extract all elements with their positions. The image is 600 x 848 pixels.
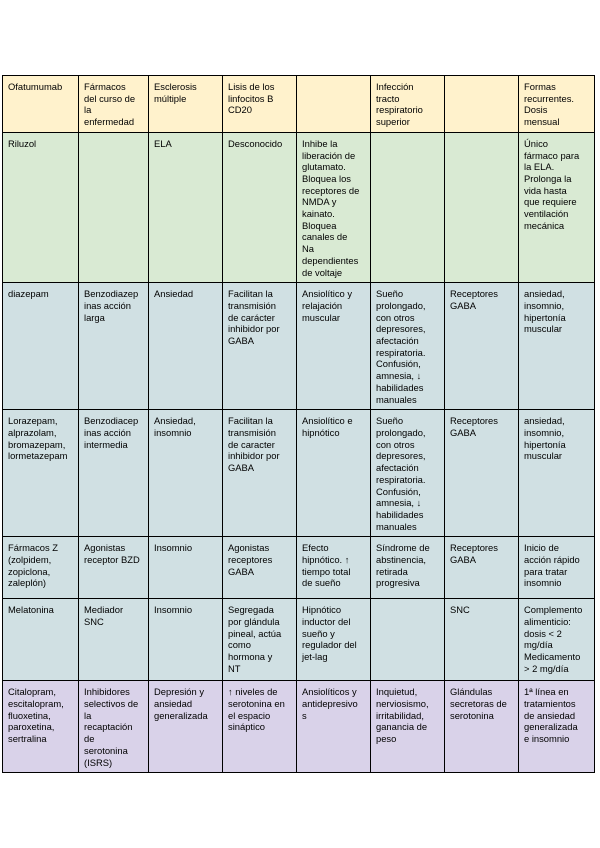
table-row-riluzol (3, 132, 595, 282)
table-cell: Inhibe la liberación de glutamato. Bloquea los receptores de NMDA y kainato. Bloquea canales de Na dependientes de voltaje (297, 132, 371, 282)
table-cell: ELA (149, 132, 223, 282)
table-cell: Insomnio (149, 599, 223, 681)
table-cell: Ansiolítico y relajación muscular (297, 283, 371, 410)
table-row-ofatumumab (3, 76, 595, 133)
table-cell: 1ª línea en tratamientos de ansiedad generalizada e insomnio (519, 681, 595, 773)
table-cell: Inhibidores selectivos de la recaptación de serotonina (ISRS) (79, 681, 149, 773)
table-cell: Insomnio (149, 537, 223, 599)
table-cell: Formas recurrentes. Dosis mensual (519, 76, 595, 133)
table-cell: diazepam (3, 283, 79, 410)
table-cell: Benzodiazep inas acción larga (79, 283, 149, 410)
table-row-melatonina (3, 599, 595, 681)
table-cell: Melatonina (3, 599, 79, 681)
table-cell (445, 76, 519, 133)
table-cell: Ansiolíticos y antidepresivo s (297, 681, 371, 773)
table-cell: Receptores GABA (445, 537, 519, 599)
table-cell: Segregada por glándula pineal, actúa como hormona y NT (223, 599, 297, 681)
table-cell (371, 132, 445, 282)
table-cell: ansiedad, insomnio, hipertonía muscular (519, 410, 595, 537)
table-row-lorazepam (3, 410, 595, 537)
table-row-isrs (3, 681, 595, 773)
table-cell: Sueño prolongado, con otros depresores, afectación respiratoria. Confusión, amnesia, ↓ habilidades manuales (371, 410, 445, 537)
table-cell: Glándulas secretoras de serotonina (445, 681, 519, 773)
table-cell: Sueño prolongado, con otros depresores, afectación respiratoria. Confusión, amnesia, ↓ habilidades manuales (371, 283, 445, 410)
table-cell: Benzodiacep inas acción intermedia (79, 410, 149, 537)
table-cell: Lisis de los linfocitos B CD20 (223, 76, 297, 133)
table-cell: Ansiolítico e hipnótico (297, 410, 371, 537)
table-cell: ↑ niveles de serotonina en el espacio sináptico (223, 681, 297, 773)
table-cell: Hipnótico inductor del sueño y regulador del jet-lag (297, 599, 371, 681)
table-row-diazepam (3, 283, 595, 410)
table-cell: Agonistas receptores GABA (223, 537, 297, 599)
table-cell: Complemento alimenticio: dosis < 2 mg/día Medicamento > 2 mg/día (519, 599, 595, 681)
table-cell: Fármacos Z (zolpidem, zopiclona, zaleplón) (3, 537, 79, 599)
table-cell: Citalopram, escitalopram, fluoxetina, paroxetina, sertralina (3, 681, 79, 773)
table-cell: Receptores GABA (445, 283, 519, 410)
table-cell: Síndrome de abstinencia, retirada progresiva (371, 537, 445, 599)
table-cell: Efecto hipnótico. ↑ tiempo total de sueño (297, 537, 371, 599)
table-cell: Infección tracto respiratorio superior (371, 76, 445, 133)
drug-table (2, 75, 595, 773)
table-cell: ansiedad, insomnio, hipertonía muscular (519, 283, 595, 410)
table-cell (297, 76, 371, 133)
table-cell: Facilitan la transmisión de caracter inhibidor por GABA (223, 410, 297, 537)
table-cell: Depresión y ansiedad generalizada (149, 681, 223, 773)
table-cell: Único fármaco para la ELA. Prolonga la vida hasta que requiere ventilación mecánica (519, 132, 595, 282)
table-cell: SNC (445, 599, 519, 681)
table-cell: Ofatumumab (3, 76, 79, 133)
table-cell (445, 132, 519, 282)
table-cell (79, 132, 149, 282)
table-cell (371, 599, 445, 681)
table-cell: Riluzol (3, 132, 79, 282)
table-cell: Inquietud, nerviosismo, irritabilidad, ganancia de peso (371, 681, 445, 773)
table-cell: Inicio de acción rápido para tratar insomnio (519, 537, 595, 599)
table-cell: Ansiedad (149, 283, 223, 410)
table-cell: Receptores GABA (445, 410, 519, 537)
table-cell: Ansiedad, insomnio (149, 410, 223, 537)
table-cell: Fármacos del curso de la enfermedad (79, 76, 149, 133)
table-cell: Facilitan la transmisión de carácter inhibidor por GABA (223, 283, 297, 410)
table-cell: Lorazepam, alprazolam, bromazepam, lormetazepam (3, 410, 79, 537)
table-cell: Agonistas receptor BZD (79, 537, 149, 599)
table-cell: Esclerosis múltiple (149, 76, 223, 133)
table-cell: Mediador SNC (79, 599, 149, 681)
table-row-farmacos-z (3, 537, 595, 599)
table-cell: Desconocido (223, 132, 297, 282)
